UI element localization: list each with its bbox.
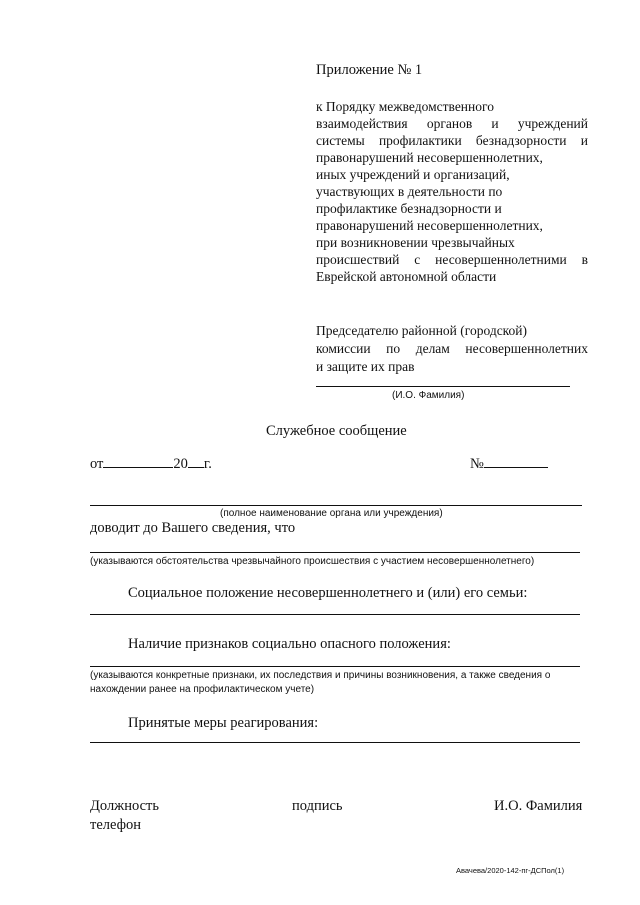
- date-day-month-blank: [103, 455, 173, 468]
- appendix-title: Приложение № 1: [316, 62, 423, 78]
- organization-line: [90, 505, 582, 506]
- number-blank: [484, 455, 548, 468]
- position-label: Должность: [90, 798, 159, 814]
- date-year-suffix: г.: [203, 456, 212, 472]
- appendix-line: при возникновении чрезвычайных: [316, 235, 515, 250]
- appendix-line: иных учреждений и организаций,: [316, 167, 510, 182]
- date-line: [90, 455, 212, 473]
- appendix-line: Еврейской автономной области: [316, 269, 497, 284]
- footer-code: Авачева/2020-142-пг-ДСПол(1): [456, 866, 565, 875]
- danger-signs-hint-1: (указываются конкретные признаки, их последствия и причины возникновения, а также сведения о: [90, 670, 551, 681]
- appendix-line: правонарушений несовершеннолетних,: [316, 218, 543, 233]
- appendix-text: [316, 98, 588, 285]
- appendix-line: происшествий с несовершеннолетними в: [316, 252, 588, 267]
- date-year-prefix: 20: [173, 456, 188, 472]
- organization-hint: (полное наименование органа или учреждения): [220, 508, 443, 519]
- date-from-label: от: [90, 456, 104, 472]
- incident-hint: (указываются обстоятельства чрезвычайного происшествия с участием несовершеннолетнего): [90, 556, 535, 567]
- phone-label: телефон: [90, 817, 142, 833]
- social-status-line: [90, 614, 580, 615]
- incident-line: [90, 552, 580, 553]
- informs-text: доводит до Вашего сведения, что: [90, 520, 296, 536]
- number-line: [470, 455, 548, 473]
- appendix-line: системы профилактики безнадзорности и: [316, 133, 588, 148]
- addressee-line: и защите их прав: [316, 359, 415, 374]
- document-title: Служебное сообщение: [266, 423, 407, 439]
- addressee-line: комиссии по делам несовершеннолетних: [316, 341, 588, 356]
- addressee-name-line: [316, 386, 570, 387]
- appendix-line: правонарушений несовершеннолетних,: [316, 150, 543, 165]
- addressee-block: [316, 322, 588, 376]
- measures-line: [90, 742, 580, 743]
- date-year-blank: [188, 455, 204, 468]
- measures-heading: Принятые меры реагирования:: [128, 715, 319, 731]
- addressee-line: Председателю районной (городской): [316, 323, 528, 338]
- danger-signs-heading: Наличие признаков социально опасного положения:: [128, 636, 451, 652]
- danger-signs-hint-2: нахождении ранее на профилактическом учете): [90, 684, 315, 695]
- addressee-name-hint: (И.О. Фамилия): [392, 390, 465, 401]
- social-status-heading: Социальное положение несовершеннолетнего и (или) его семьи:: [128, 585, 528, 601]
- appendix-line: взаимодействия органов и учреждений: [316, 116, 588, 131]
- full-name-label: И.О. Фамилия: [494, 798, 583, 814]
- number-label: №: [470, 456, 484, 472]
- danger-signs-line: [90, 666, 580, 667]
- signature-label: подпись: [292, 798, 343, 814]
- appendix-line: к Порядку межведомственного: [316, 99, 494, 114]
- appendix-line: участвующих в деятельности по: [316, 184, 503, 199]
- appendix-line: профилактике безнадзорности и: [316, 201, 502, 216]
